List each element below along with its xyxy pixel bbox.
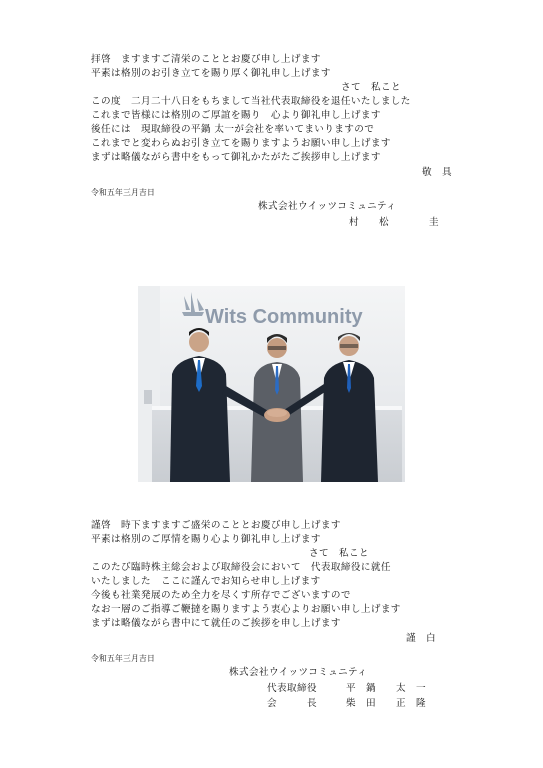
letter2-signer2-name: 柴 田 正 隆 [346, 698, 426, 709]
letter2-body-line: 今後も社業発展のため全力を尽くす所存でございますので [91, 590, 351, 601]
letter2-signer1-title: 代表取締役 [267, 683, 317, 694]
letter1-date: 令和五年三月吉日 [91, 188, 155, 197]
letter1-body-line: これまでと変わらぬお引き立てを賜りますようお願い申し上げます [91, 138, 391, 149]
letter1-company: 株式会社ウイッツコミュニティ [258, 201, 397, 212]
letter1-sate: さて 私こと [341, 82, 401, 93]
wits-logo-text: Wits Community [205, 306, 363, 328]
letter2-body-line: いたしました ここに謹んでお知らせ申し上げます [91, 576, 321, 587]
letter1-body-line: 後任には 現取締役の平鍋 太一が会社を率いてまいりますので [91, 124, 375, 135]
letter2-company: 株式会社ウイッツコミュニティ [229, 667, 368, 678]
letter2-signer2-title: 会 長 [267, 698, 317, 709]
letter1-greeting: 平素は格別のお引き立てを賜り厚く御礼申し上げます [91, 68, 331, 79]
letter2-signer1-name: 平 鍋 太 一 [346, 683, 426, 694]
letter2-greeting: 平素は格別のご厚情を賜り心より御礼申し上げます [91, 534, 321, 545]
group-photo [138, 286, 405, 482]
group-photo-illustration [138, 286, 405, 482]
letter1-body-line: まずは略儀ながら書中をもって御礼かたがたご挨拶申し上げます [91, 152, 381, 163]
letter2-body-line: なお一層のご指導ご鞭撻を賜りますよう衷心よりお願い申し上げます [91, 604, 401, 615]
letter2-date: 令和五年三月吉日 [91, 654, 155, 663]
letter1-body-line: これまで皆様には格別のご厚誼を賜り 心より御礼申し上げます [91, 110, 381, 121]
letter2-sate: さて 私こと [309, 548, 369, 559]
letter1-body-line: この度 二月二十八日をもちまして当社代表取締役を退任いたしました [91, 96, 411, 107]
letter2-body-line: まずは略儀ながら書中にて就任のご挨拶を申し上げます [91, 618, 341, 629]
letter2-closing: 謹 白 [406, 633, 436, 644]
letter1-opening: 拝啓 ますますご清栄のこととお慶び申し上げます [91, 54, 321, 65]
letter1-signer: 村 松 圭 [349, 217, 439, 228]
letter2-opening: 謹啓 時下ますますご盛栄のこととお慶び申し上げます [91, 520, 341, 531]
letter2-body-line: このたび臨時株主総会および取締役会において 代表取締役に就任 [91, 562, 391, 573]
letter1-closing: 敬 具 [422, 167, 452, 178]
